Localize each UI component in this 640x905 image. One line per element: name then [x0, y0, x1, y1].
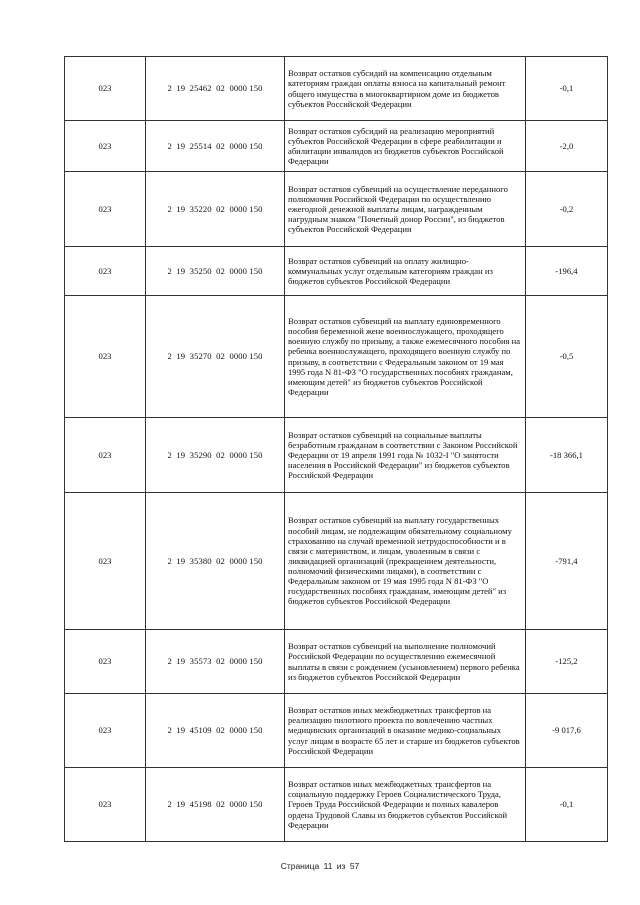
- amount-cell: -0,5: [526, 296, 608, 418]
- description-cell: Возврат остатков субвенций на оплату жилищно-коммунальных услуг отдельным категориям граждан из бюджетов субъектов Российской Федерации: [285, 247, 526, 296]
- amount-cell: -0,1: [526, 57, 608, 121]
- admin-code-cell: 023: [65, 296, 146, 418]
- table-body: [65, 57, 608, 842]
- page-footer: [0, 861, 640, 871]
- amount-cell: -791,4: [526, 493, 608, 630]
- page-total: 57: [349, 861, 360, 871]
- table-row: [65, 247, 608, 296]
- description-cell: Возврат остатков субвенций на социальные выплаты безработным гражданам в соответствии с Законом Российской Федерации от 19 апреля 1991 года № 1032-I "О занятости населения в Российской Федерации" из бюджетов субъектов Российской Федерации: [285, 418, 526, 493]
- description-cell: Возврат остатков субсидий на реализацию мероприятий субъектов Российской Федерации в сфере реабилитации и абилитации инвалидов из бюджетов субъектов Российской Федерации: [285, 121, 526, 172]
- budget-code-cell: 2 19 35573 02 0000 150: [146, 630, 285, 694]
- budget-code-cell: 2 19 35290 02 0000 150: [146, 418, 285, 493]
- table-row: [65, 630, 608, 694]
- page-label: Страница: [280, 861, 320, 871]
- admin-code-cell: 023: [65, 121, 146, 172]
- table-row: [65, 57, 608, 121]
- budget-code-cell: 2 19 35220 02 0000 150: [146, 172, 285, 247]
- page-separator: из: [336, 861, 346, 871]
- table-row: [65, 694, 608, 768]
- admin-code-cell: 023: [65, 630, 146, 694]
- amount-cell: -2,0: [526, 121, 608, 172]
- admin-code-cell: 023: [65, 172, 146, 247]
- admin-code-cell: 023: [65, 57, 146, 121]
- budget-code-cell: 2 19 25514 02 0000 150: [146, 121, 285, 172]
- amount-cell: -9 017,6: [526, 694, 608, 768]
- admin-code-cell: 023: [65, 694, 146, 768]
- amount-cell: -0,1: [526, 768, 608, 842]
- description-cell: Возврат остатков субсидий на компенсацию отдельным категориям граждан оплаты взноса на капитальный ремонт общего имущества в многоквартирном доме из бюджетов субъектов Российской Федерации: [285, 57, 526, 121]
- admin-code-cell: 023: [65, 418, 146, 493]
- table-row: [65, 296, 608, 418]
- budget-code-cell: 2 19 45198 02 0000 150: [146, 768, 285, 842]
- admin-code-cell: 023: [65, 493, 146, 630]
- table-row: [65, 418, 608, 493]
- admin-code-cell: 023: [65, 247, 146, 296]
- table-row: [65, 172, 608, 247]
- amount-cell: -0,2: [526, 172, 608, 247]
- table-row: [65, 121, 608, 172]
- budget-code-cell: 2 19 25462 02 0000 150: [146, 57, 285, 121]
- description-cell: Возврат остатков субвенций на выплату государственных пособий лицам, не подлежащим обязательному социальному страхованию на случай временной нетрудоспособности и в связи с материнством, и лицам, уволенным в связи с ликвидацией организаций (прекращением деятельности, полномочий физическими лицами), в соответствии с Федеральным законом от 19 мая 1995 года N 81-ФЗ "О государственных пособиях гражданам, имеющим детей" из бюджетов субъектов Российской Федерации: [285, 493, 526, 630]
- description-cell: Возврат остатков иных межбюджетных трансфертов на социальную поддержку Героев Социалистического Труда, Героев Труда Российской Федерации и полных кавалеров ордена Трудовой Славы из бюджетов субъектов Российской Федерации: [285, 768, 526, 842]
- amount-cell: -18 366,1: [526, 418, 608, 493]
- description-cell: Возврат остатков субвенций на осуществление переданного полномочия Российской Федерации по осуществлению ежегодной денежной выплаты лицам, награжденным нагрудным знаком "Почетный донор России", из бюджетов субъектов Российской Федерации: [285, 172, 526, 247]
- description-cell: Возврат остатков субвенций на выплату единовременного пособия беременной жене военнослужащего, проходящего военную службу по призыву, а также ежемесячного пособия на ребенка военнослужащего, проходящего военную службу по призыву, в соответствии с Федеральным законом от 19 мая 1995 года N 81-ФЗ "О государственных пособиях гражданам, имеющим детей" из бюджетов субъектов Российской Федерации: [285, 296, 526, 418]
- table-row: [65, 493, 608, 630]
- description-cell: Возврат остатков иных межбюджетных трансфертов на реализацию пилотного проекта по вовлечению частных медицинских организаций в оказание медико-социальных услуг лицам в возрасте 65 лет и старше из бюджетов субъектов Российской Федерации: [285, 694, 526, 768]
- table-row: [65, 768, 608, 842]
- budget-code-cell: 2 19 35270 02 0000 150: [146, 296, 285, 418]
- description-cell: Возврат остатков субвенций на выполнение полномочий Российской Федерации по осуществлению ежемесячной выплаты в связи с рождением (усыновлением) первого ребенка из бюджетов субъектов Российской Федерации: [285, 630, 526, 694]
- amount-cell: -125,2: [526, 630, 608, 694]
- budget-code-cell: 2 19 45109 02 0000 150: [146, 694, 285, 768]
- budget-code-cell: 2 19 35250 02 0000 150: [146, 247, 285, 296]
- budget-revenue-table: [64, 56, 608, 842]
- admin-code-cell: 023: [65, 768, 146, 842]
- budget-code-cell: 2 19 35380 02 0000 150: [146, 493, 285, 630]
- page-current: 11: [323, 861, 333, 871]
- amount-cell: -196,4: [526, 247, 608, 296]
